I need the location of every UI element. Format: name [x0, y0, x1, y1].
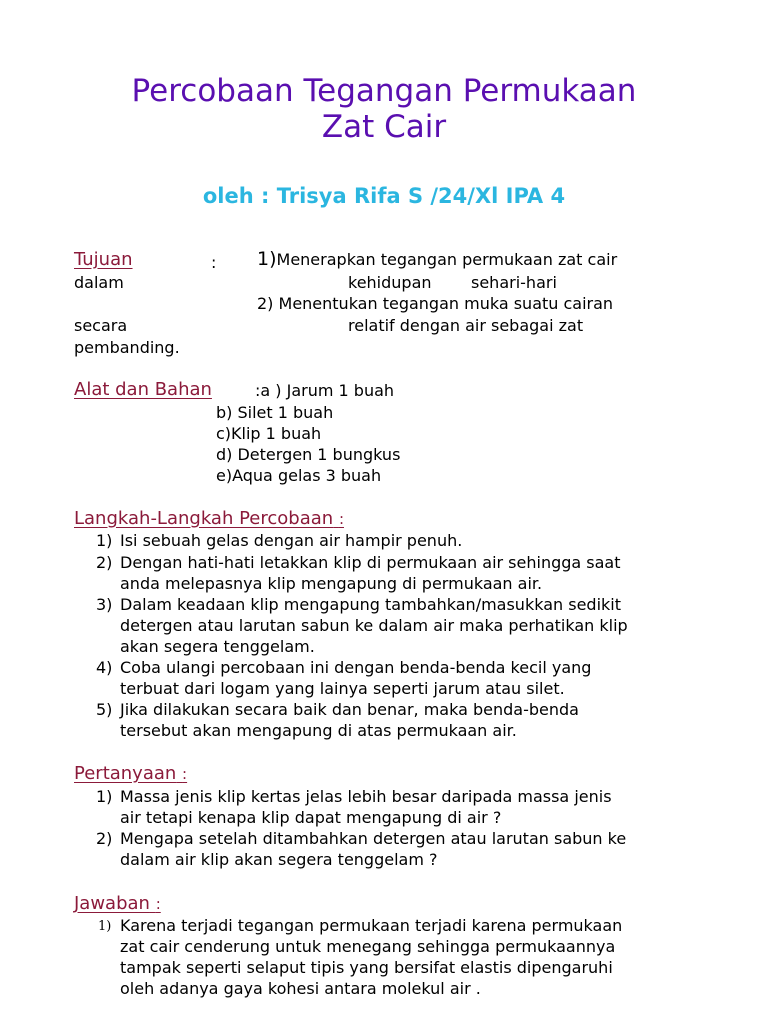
tujuan-line-5: pembanding.: [74, 338, 180, 357]
pertanyaan-heading-colon: :: [182, 765, 188, 783]
jawaban-1-line-1: Karena terjadi tegangan permukaan terjadi karena permukaan: [120, 916, 623, 935]
langkah-step-2-number: 2): [96, 553, 113, 572]
langkah-step-3-line-1: Dalam keadaan klip mengapung tambahkan/masukkan sedikit: [120, 595, 621, 614]
langkah-step-4-line-2: terbuat dari logam yang lainya seperti jarum atau silet.: [120, 679, 565, 698]
pertanyaan-1-number: 1): [96, 787, 113, 806]
alat-bahan-heading: Alat dan Bahan: [74, 379, 212, 400]
langkah-heading-colon: :: [338, 510, 344, 528]
tujuan-heading: Tujuan: [74, 249, 133, 270]
jawaban-1-line-4: oleh adanya gaya kohesi antara molekul air .: [120, 979, 481, 998]
langkah-step-3-line-3: akan segera tenggelam.: [120, 637, 315, 656]
langkah-step-5-number: 5): [96, 700, 113, 719]
pertanyaan-heading: [74, 763, 187, 784]
pertanyaan-1-line-2: air tetapi kenapa klip dapat mengapung di air ?: [120, 808, 502, 827]
pertanyaan-2-line-2: dalam air klip akan segera tenggelam ?: [120, 850, 438, 869]
alat-item-c: c)Klip 1 buah: [216, 424, 322, 443]
alat-item-a: :a ) Jarum 1 buah: [255, 381, 395, 400]
langkah-step-4-line-1: Coba ulangi percobaan ini dengan benda-benda kecil yang: [120, 658, 592, 677]
pertanyaan-2-line-1: Mengapa setelah ditambahkan detergen atau larutan sabun ke: [120, 829, 627, 848]
jawaban-heading-text: Jawaban: [74, 893, 150, 914]
tujuan-line-4b: relatif dengan air sebagai zat: [348, 316, 584, 335]
pertanyaan-1-line-1: Massa jenis klip kertas jelas lebih besar daripada massa jenis: [120, 787, 612, 806]
tujuan-line-4a: secara: [74, 316, 128, 335]
tujuan-line-2c: sehari-hari: [471, 273, 557, 292]
langkah-heading: [74, 508, 344, 529]
jawaban-1-number: 1): [98, 919, 112, 934]
pertanyaan-heading-text: Pertanyaan: [74, 763, 177, 784]
tujuan-item-2: 2) Menentukan tegangan muka suatu cairan: [257, 294, 614, 313]
tujuan-item-1-text: Menerapkan tegangan permukaan zat cair: [276, 250, 618, 269]
tujuan-colon: :: [211, 253, 217, 272]
jawaban-heading-colon: :: [155, 895, 161, 913]
langkah-step-1-number: 1): [96, 531, 113, 550]
langkah-step-3-number: 3): [96, 595, 113, 614]
langkah-step-1-line-1: Isi sebuah gelas dengan air hampir penuh.: [120, 531, 463, 550]
langkah-step-2-line-1: Dengan hati-hati letakkan klip di permukaan air sehingga saat: [120, 553, 621, 572]
langkah-step-4-number: 4): [96, 658, 113, 677]
alat-item-e: e)Aqua gelas 3 buah: [216, 466, 382, 485]
jawaban-1-line-3: tampak seperti selaput tipis yang bersifat elastis dipengaruhi: [120, 958, 613, 977]
langkah-step-5-line-1: Jika dilakukan secara baik dan benar, maka benda-benda: [120, 700, 579, 719]
jawaban-heading: [74, 893, 161, 914]
tujuan-line-2a: dalam: [74, 273, 124, 292]
langkah-step-5-line-2: tersebut akan mengapung di atas permukaan air.: [120, 721, 517, 740]
pertanyaan-2-number: 2): [96, 829, 113, 848]
langkah-heading-text: Langkah-Langkah Percobaan: [74, 508, 334, 529]
alat-item-d: d) Detergen 1 bungkus: [216, 445, 401, 464]
tujuan-item-1-number: 1): [257, 248, 277, 270]
alat-item-b: b) Silet 1 buah: [216, 403, 334, 422]
author-line: oleh : Trisya Rifa S /24/Xl IPA 4: [202, 184, 566, 208]
document-title-line-2: Zat Cair: [321, 109, 447, 145]
langkah-step-2-line-2: anda melepasnya klip mengapung di permukaan air.: [120, 574, 543, 593]
tujuan-line-2b: kehidupan: [348, 273, 432, 292]
langkah-step-3-line-2: detergen atau larutan sabun ke dalam air maka perhatikan klip: [120, 616, 628, 635]
jawaban-1-line-2: zat cair cenderung untuk menegang sehingga permukaannya: [120, 937, 616, 956]
tujuan-item-1: [257, 248, 617, 270]
document-title-line-1: Percobaan Tegangan Permukaan: [131, 73, 637, 109]
